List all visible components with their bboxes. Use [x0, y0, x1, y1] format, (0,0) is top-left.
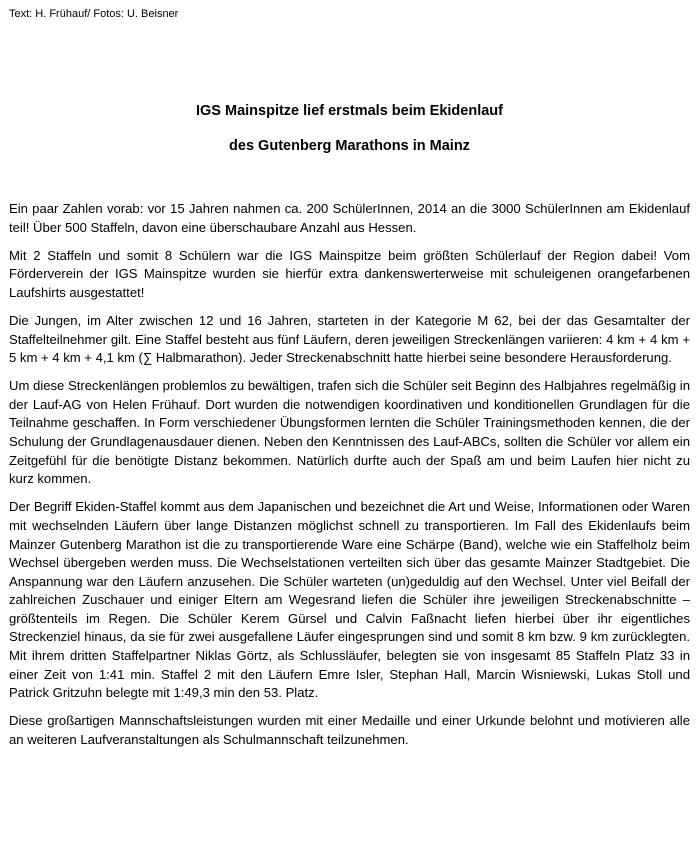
paragraph-participation: Mit 2 Staffeln und somit 8 Schülern war die IGS Mainspitze beim größten Schülerlauf der Region dabei! Vom Förderverein der IGS Mainspitze wurden sie hierfür extra dankenswerterweise mit schuleigenen orangefarbenen Laufshirts ausgestattet!	[9, 247, 690, 300]
paragraph-training: Um diese Streckenlängen problemlos zu bewältigen, trafen sich die Schüler seit Beginn des Halbjahres regelmäßig in der Lauf-AG von Helen Frühauf. Dort wurden die notwendigen koordinativen und konditionellen Grundlagen für die Teilnahme geschaffen. In Form verschiedener Übungsformen lernten die Schüler Trainingsmethoden kennen, die der Schulung der Grundlagenausdauer dienen. Neben den Kenntnissen des Lauf-ABCs, sollten die Schüler vor allem ein Zeitgefühl für die benötigte Distanz bekommen. Natürlich durfte auch der Spaß am und beim Laufen hier nicht zu kurz kommen.	[9, 378, 690, 487]
title-line-2: des Gutenberg Marathons in Mainz	[229, 138, 470, 154]
paragraph-race: Der Begriff Ekiden-Staffel kommt aus dem Japanischen und bezeichnet die Art und Weise, Informationen oder Waren mit wechselnden Läufern über lange Distanzen möglichst schnell zu transportieren. Im Fall des Ekidenlaufs beim Mainzer Gutenberg Marathon ist die zu transportierende Ware eine Schärpe (Band), welche wie ein Staffelholz beim Wechsel übergeben werden muss. Die Wechselstationen verteilten sich über das gesamte Mainzer Stadtgebiet. Die Anspannung war den Läufern anzusehen. Die Schüler warteten (un)geduldig auf den Wechsel. Unter viel Beifall der zahlreichen Zuschauer und einiger Eltern am Wegesrand liefen die Schüler ihre jeweiligen Streckenabschnitte – größtenteils im Regen. Die Schüler Kerem Gürsel und Calvin Faßnacht liefen hierbei über ihr eigentliches Streckenziel hinaus, da sie für zwei ausgefallene Läufer eingesprungen sind und somit 8 km bzw. 9 km zurücklegten. Mit ihrem dritten Staffelpartner Niklas Görtz, als Schlussläufer, belegten sie von insgesamt 85 Staffeln Platz 33 in einer Zeit von 1:41 min. Staffel 2 mit den Läufern Emre Isler, Stephan Hall, Marcin Wisniewski, Lukas Stoll und Patrick Gritzuhn belegte mit 1:49,3 min den 53. Platz.	[9, 499, 690, 701]
article-title	[9, 102, 690, 155]
paragraph-category: Die Jungen, im Alter zwischen 12 und 16 Jahren, starteten in der Kategorie M 62, bei der das Gesamtalter der Staffelteilnehmer gilt. Eine Staffel besteht aus fünf Läufern, deren jeweiligen Streckenlängen variieren: 4 km + 4 km + 5 km + 4 km + 4,1 km (∑ Halbmarathon). Jeder Streckenabschnitt hatte hierbei seine besondere Herausforderung.	[9, 312, 690, 366]
paragraph-conclusion: Diese großartigen Mannschaftsleistungen wurden mit einer Medaille und einer Urkunde belohnt und motivieren alle an weiteren Laufveranstaltungen als Schulmannschaft teilzunehmen.	[9, 713, 690, 747]
article-body	[9, 200, 690, 759]
title-line-1: IGS Mainspitze lief erstmals beim Ekidenlauf	[195, 103, 503, 119]
photo-credit: Text: H. Frühauf/ Fotos: U. Beisner	[9, 8, 179, 20]
paragraph-intro: Ein paar Zahlen vorab: vor 15 Jahren nahmen ca. 200 SchülerInnen, 2014 an die 3000 SchülerInnen am Ekidenlauf teil! Über 500 Staffeln, davon eine überschaubare Anzahl aus Hessen.	[9, 201, 690, 235]
